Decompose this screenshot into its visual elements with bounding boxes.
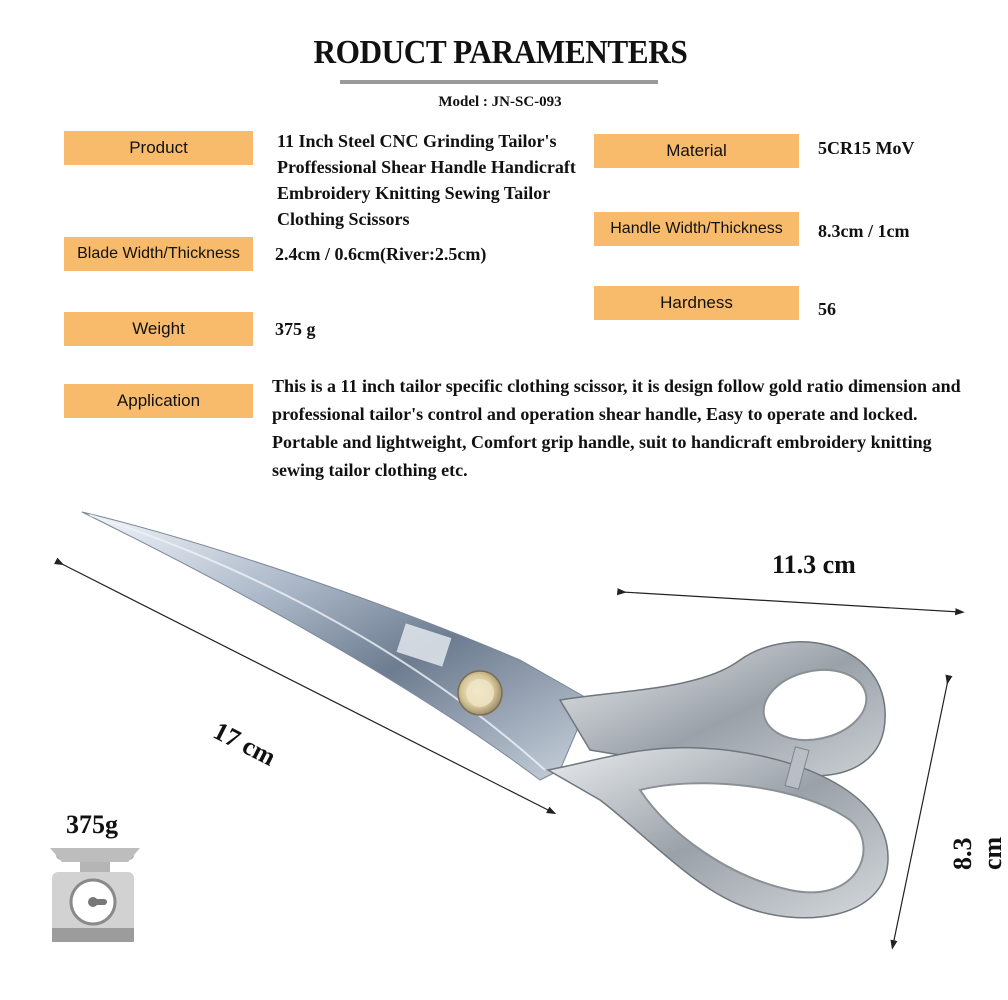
blade-value: 2.4cm / 0.6cm(River:2.5cm) bbox=[275, 244, 487, 264]
blade-length-label: 17 cm bbox=[208, 716, 281, 772]
handle-label: Handle Width/Thickness bbox=[594, 212, 799, 246]
scale-weight-label: 375g bbox=[66, 810, 118, 839]
handle-value: 8.3cm / 1cm bbox=[818, 221, 910, 241]
handle-height-label: 8.3 cm bbox=[948, 836, 1007, 870]
material-value: 5CR15 MoV bbox=[818, 138, 915, 158]
material-label: Material bbox=[594, 134, 799, 168]
model-number: Model : JN-SC-093 bbox=[438, 94, 562, 110]
weight-value: 375 g bbox=[275, 319, 316, 339]
product-value-line: 11 Inch Steel CNC Grinding Tailor's bbox=[277, 131, 557, 151]
product-value-line: Embroidery Knitting Sewing Tailor bbox=[277, 183, 551, 203]
application-value: This is a 11 inch tailor specific clothing scissor, it is design follow gold ratio dimension and professional tailor's control and operation shear handle, Easy to operate and locked. Portable and lightweight, Comfort grip handle, suit to handicraft embroidery knitting sewing tailor clothing etc. bbox=[272, 376, 961, 480]
handle-length-arrow bbox=[622, 592, 960, 612]
handle-length-label: 11.3 cm bbox=[772, 550, 856, 579]
application-label: Application bbox=[64, 384, 253, 418]
hardness-value: 56 bbox=[818, 299, 836, 319]
pivot-screw-cap bbox=[466, 679, 494, 707]
weight-label: Weight bbox=[64, 312, 253, 346]
product-value-line: Clothing Scissors bbox=[277, 209, 410, 229]
page-title: RODUCT PARAMENTERS bbox=[313, 34, 688, 71]
scissors-blade-shape bbox=[82, 512, 590, 780]
blade-label: Blade Width/Thickness bbox=[64, 237, 253, 271]
product-value-line: Proffessional Shear Handle Handicraft bbox=[277, 157, 576, 177]
scale-icon bbox=[50, 848, 140, 942]
hardness-label: Hardness bbox=[594, 286, 799, 320]
handle-height-arrow bbox=[893, 680, 948, 945]
product-label: Product bbox=[64, 131, 253, 165]
